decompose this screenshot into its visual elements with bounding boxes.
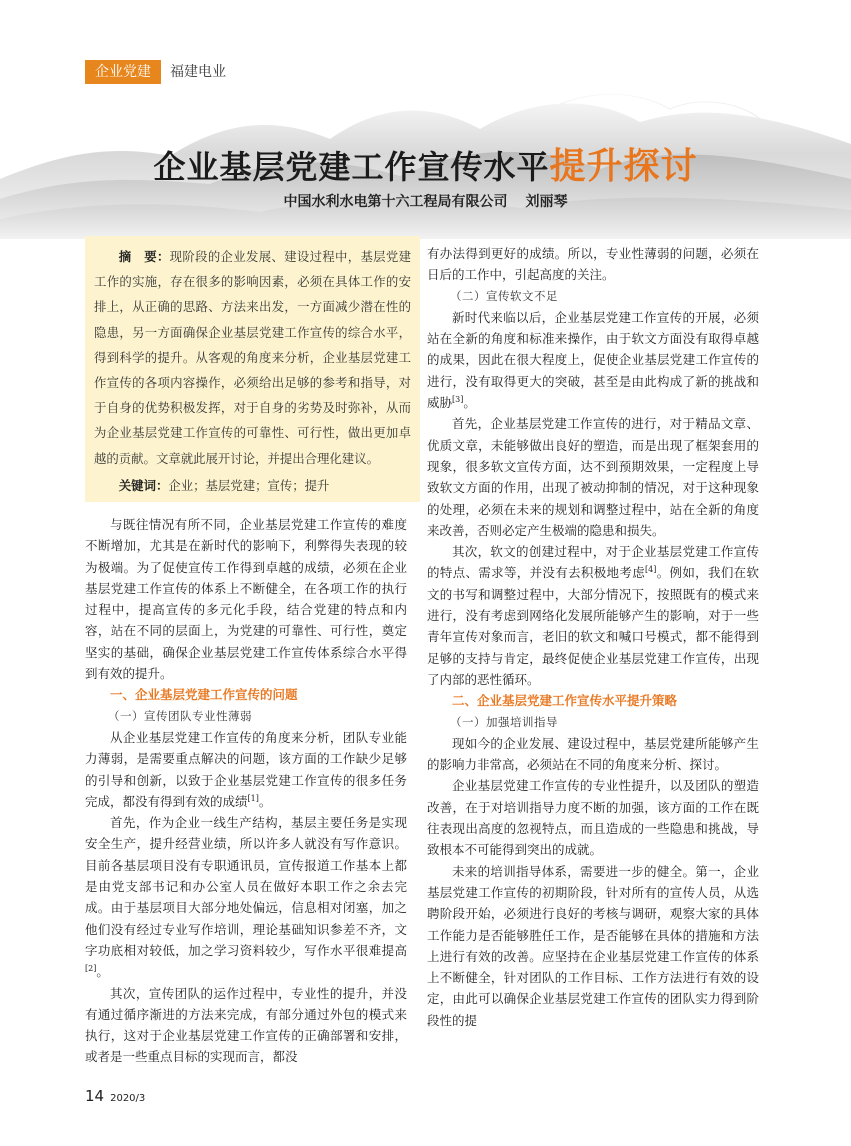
keywords-label: 关键词： bbox=[118, 477, 169, 493]
body-paragraph: 未来的培训指导体系，需要进一步的健全。第一，企业基层党建工作宣传的初期阶段，针对所有的宣传人员，从选聘阶段开始，必须进行良好的考核与调研，观察大家的具体工作能力是否能够胜任工作，是否能够在具体的措施和方法上进行有效的改善。应坚持在企业基层党建工作宣传的体系上不断健全，针对团队的工作目标、工作方法进行有效的设定，由此可以确保企业基层党建工作宣传的团队实力得到阶段性的提 bbox=[427, 863, 759, 1028]
publication-name: 福建电业 bbox=[170, 64, 226, 80]
byline bbox=[0, 191, 851, 211]
right-column bbox=[427, 243, 759, 1031]
subheading-soft-articles: （二）宣传软文不足 bbox=[450, 288, 558, 303]
citation-ref: [3] bbox=[452, 394, 464, 404]
section-tag: 企业党建 bbox=[85, 60, 161, 85]
body-paragraph: 企业基层党建工作宣传的专业性提升，以及团队的塑造改善，在于对培训指导力度不断的加强，该方面的工作在既往表现出高度的忽视特点，而且造成的一些隐患和挑战，导致根本不可能得到突出的成就。 bbox=[427, 778, 759, 858]
abstract-paragraph bbox=[94, 244, 411, 471]
abstract-label: 摘 要： bbox=[118, 249, 170, 264]
title-main: 企业基层党建工作宣传水平 bbox=[153, 148, 550, 186]
body-paragraph: 其次，宣传团队的运作过程中，专业性的提升，并没有通过循序渐进的方法来完成，有部分通过外包的模式来执行，这对于企业基层党建工作宣传的正确部署和安排，或者是一些重点目标的实现而言，都没 bbox=[85, 985, 407, 1065]
paragraph-end: 。 bbox=[258, 793, 272, 809]
section-heading-strategies: 二、企业基层党建工作宣传水平提升策略 bbox=[452, 693, 678, 709]
issue-number: 2020/3 bbox=[110, 1093, 146, 1104]
section-heading-problems: 一、企业基层党建工作宣传的问题 bbox=[110, 687, 298, 703]
paragraph-end: 。 bbox=[463, 395, 476, 411]
page-number: 14 bbox=[85, 1087, 105, 1105]
abstract-text: 现阶段的企业发展、建设过程中，基层党建工作的实施，存在很多的影响因素，必须在具体工作的安排上，从正确的思路、方法来出发，一方面减少潜在性的隐患，另一方面确保企业基层党建工作宣传的综合水平，得到科学的提升。从客观的角度来分析，企业基层党建工作宣传的各项内容操作，必须给出足够的参考和指导，对于自身的优势积极发挥，对于自身的劣势及时弥补，从而为企业基层党建工作宣传的可靠性、可行性，做出更加卓越的贡献。文章就此展开讨论，并提出合理化建议。 bbox=[94, 249, 411, 466]
subheading-training: （一）加强培训指导 bbox=[450, 714, 558, 729]
paragraph-end: 。 bbox=[96, 964, 109, 980]
body-paragraph: 首先，企业基层党建工作宣传的进行，对于精品文章、优质文章，未能够做出良好的塑造，而是出现了框架套用的现象，很多软文宣传方面，达不到预期效果，一定程度上导致软文方面的作用，出现了被动抑制的情况，对于这种现象的处理，必须在未来的规划和调整过程中，站在全新的角度来改善，否则必定产生极端的隐患和损失。 bbox=[427, 416, 759, 538]
paragraph-text: 其次，软文的创建过程中，对于企业基层党建工作宣传的特点、需求等，并没有去积极地考虑 bbox=[427, 544, 759, 581]
body-paragraph bbox=[85, 727, 407, 812]
citation-ref: [2] bbox=[85, 964, 97, 974]
keywords-line bbox=[94, 473, 411, 498]
intro-paragraph: 与既往情况有所不同，企业基层党建工作宣传的难度不断增加，尤其是在新时代的影响下，利弊得失表现的较为极端。为了促使宣传工作得到卓越的成绩，必须在企业基层党建工作宣传的体系上不断健全，在各项工作的执行过程中，提高宣传的多元化手段，结合党建的特点和内容，站在不同的层面上，为党建的可靠性、可行性，奠定坚实的基础，确保企业基层党建工作宣传体系综合水平得到有效的提升。 bbox=[85, 517, 407, 682]
citation-ref: [4] bbox=[645, 565, 657, 575]
citation-ref: [1] bbox=[247, 793, 259, 803]
title-accent: 提升探讨 bbox=[549, 146, 698, 187]
paragraph-text: 从企业基层党建工作宣传的角度来分析，团队专业能力薄弱，是需要重点解决的问题，该方面的工作缺少足够的引导和创新，以致于企业基层党建工作宣传的很多任务完成，都没有得到有效的成绩 bbox=[85, 729, 407, 809]
author-organization: 中国水利水电第十六工程局有限公司 bbox=[283, 194, 508, 210]
keywords-text: 企业；基层党建；宣传；提升 bbox=[168, 477, 330, 493]
subheading-team-professionalism: （一）宣传团队专业性薄弱 bbox=[108, 708, 252, 723]
continued-paragraph: 有办法得到更好的成绩。所以，专业性薄弱的问题，必须在日后的工作中，引起高度的关注。 bbox=[427, 246, 759, 283]
paragraph-end: 。例如，我们在软文的书写和调整过程中，大部分情况下，按照既有的模式来进行，没有考虑到网络化发展所能够产生的影响，对于一些青年宣传对象而言，老旧的软文和喊口号模式，都不能得到足够的支持与肯定，最终促使企业基层党建工作宣传，出现了内部的恶性循环。 bbox=[427, 565, 759, 687]
paragraph-text: 新时代来临以后，企业基层党建工作宣传的开展，必须站在全新的角度和标准来操作，由于软文方面没有取得卓越的成果，因此在很大程度上，促使企业基层党建工作宣传的进行，没有取得更大的突破，甚至是由此构成了新的挑战和威胁 bbox=[427, 309, 759, 411]
paragraph-text: 首先，作为企业一线生产结构，基层主要任务是实现安全生产，提升经营业绩，所以许多人就没有写作意识。目前各基层项目没有专职通讯员，宣传报道工作基本上都是由党支部书记和办公室人员在做好本职工作之余去完成。由于基层项目大部分地处偏远，信息相对闭塞，加之他们没有经过专业写作培训，理论基础知识参差不齐，文字功底相对较低，加之学习资料较少，写作水平很难提高 bbox=[85, 815, 407, 958]
page-footer bbox=[85, 1086, 145, 1105]
article-title bbox=[0, 138, 851, 189]
body-paragraph bbox=[85, 812, 407, 982]
abstract-box bbox=[85, 236, 420, 502]
author-name: 刘丽琴 bbox=[525, 194, 568, 210]
body-paragraph bbox=[427, 307, 759, 413]
left-column bbox=[85, 514, 407, 1068]
body-paragraph bbox=[427, 541, 759, 690]
body-paragraph: 现如今的企业发展、建设过程中，基层党建所能够产生的影响力非常高，必须站在不同的角度来分析、探讨。 bbox=[427, 735, 759, 773]
